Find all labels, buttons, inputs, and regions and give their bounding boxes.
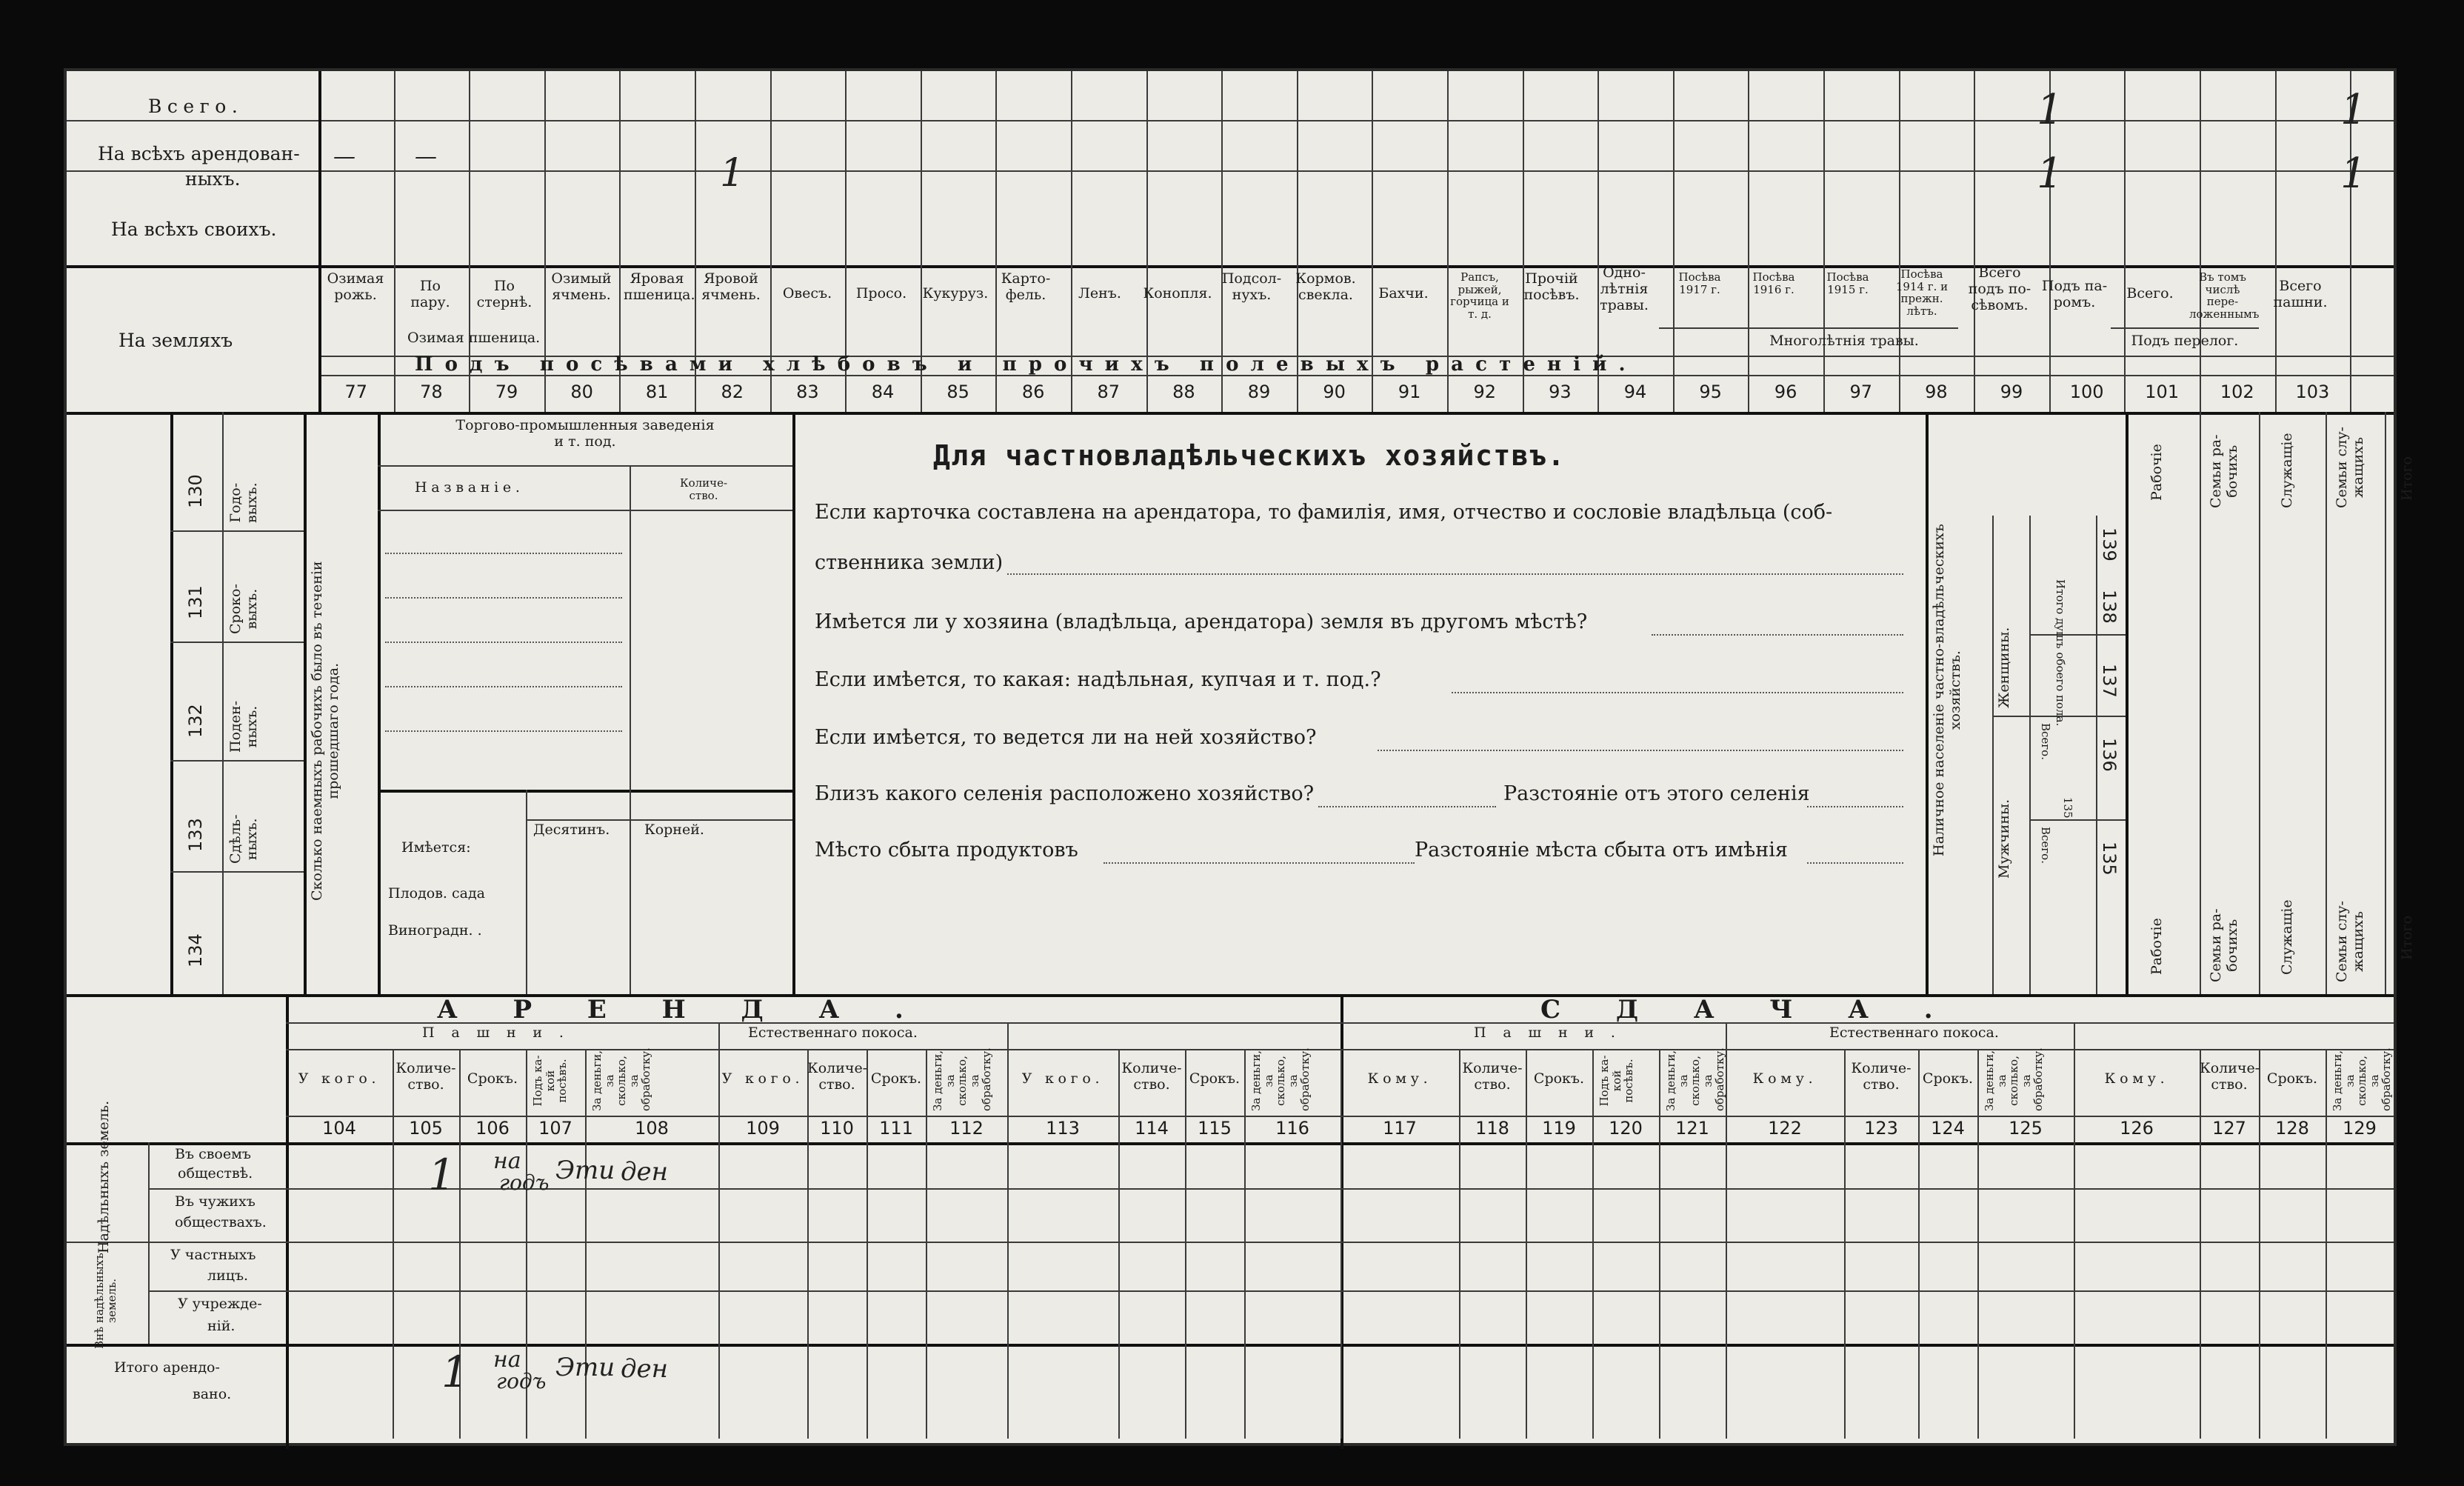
pop-num-139: 139 <box>2099 527 2120 562</box>
top-column-rule <box>2275 71 2277 412</box>
rule <box>2029 819 2126 821</box>
crop-winter-rye: Озимая рожь. <box>327 270 384 303</box>
answer-line[interactable] <box>1652 634 1903 636</box>
bottom-column-number: 104 <box>322 1118 356 1139</box>
answer-line[interactable] <box>1807 862 1903 864</box>
top-column-rule <box>1673 71 1675 412</box>
fallow-shifting: Въ томъ числѣ пере-ложеннымъ <box>2189 270 2260 321</box>
rule <box>170 530 304 532</box>
rule <box>2029 634 2126 636</box>
top-column-number: 79 <box>495 382 518 402</box>
rule <box>792 412 795 994</box>
crop-hemp: Конопля. <box>1143 285 1212 301</box>
rule <box>378 510 792 511</box>
question-village-distance: Разстояніе отъ этого селенія <box>1503 782 1810 805</box>
rule <box>286 994 289 1449</box>
bottom-column-number: 111 <box>879 1118 913 1139</box>
hand-pay-row1: ден <box>621 1157 669 1187</box>
bottom-column-header: У кого. <box>721 1070 804 1087</box>
hand-crop-row1: Эти <box>555 1156 615 1185</box>
bottom-column-rule <box>1185 1049 1186 1439</box>
answer-line[interactable] <box>1452 692 1903 693</box>
top-column-number: 88 <box>1172 382 1195 402</box>
top-column-number: 100 <box>2069 382 2104 402</box>
top-column-rule <box>1748 71 1749 412</box>
bottom-column-header: Срокъ. <box>1189 1070 1241 1087</box>
bottom-column-rule <box>1007 1049 1009 1439</box>
fallow-total: Всего. <box>2126 285 2174 301</box>
total-sown: Всего подъ по- сѣвомъ. <box>1968 264 2031 313</box>
bottom-column-header: За деньги, за сколько, за обработку. <box>1664 1047 1726 1111</box>
row-label-on-lands: На земляхъ <box>118 330 233 351</box>
bottom-column-header: Срокъ. <box>870 1070 922 1087</box>
rule <box>67 1142 2394 1145</box>
rule <box>67 412 2394 415</box>
row-total-rented: Итого арендо- <box>114 1359 220 1376</box>
rule <box>2111 327 2259 329</box>
bottom-column-header: Количе- ство. <box>1121 1060 1182 1093</box>
bottom-column-header: Срокъ. <box>1533 1070 1585 1087</box>
crop-annual-grass: Одно- лѣтнія травы. <box>1600 264 1649 313</box>
row-label-rented: На всѣхъ арендован- <box>98 143 300 164</box>
bottom-column-rule <box>926 1049 927 1439</box>
hand-mark-spring-wheat: 1 <box>720 151 745 196</box>
answer-line[interactable] <box>1378 750 1903 751</box>
crop-melons: Бахчи. <box>1378 285 1429 301</box>
worker-families-col: Семьи ра- бочихъ <box>2208 434 2240 508</box>
bottom-column-number: 120 <box>1609 1118 1643 1139</box>
top-column-number: 97 <box>1849 382 1873 402</box>
bottom-column-header: Количе- ство. <box>1851 1060 1912 1093</box>
rule <box>2326 412 2327 994</box>
row-label-own: На всѣхъ своихъ. <box>111 219 277 240</box>
rule <box>170 760 304 762</box>
crop-spring-wheat: Яровая пшеница. <box>624 270 695 303</box>
perennial-grass-group: Многолѣтнія травы. <box>1769 333 1919 349</box>
bottom-column-header: За деньги, за сколько, за обработку. <box>1249 1047 1312 1111</box>
crop-other: Прочій посѣвъ. <box>1523 270 1580 303</box>
crop-perennial-1915: Посѣва 1915 г. <box>1826 270 1869 296</box>
col-num-133: 133 <box>185 818 206 852</box>
employee-families-col-bottom: Семьи слу- жащихъ <box>2334 901 2366 982</box>
men-total: Всего. <box>2039 827 2052 864</box>
row-private-persons-2: лицъ. <box>207 1267 249 1284</box>
top-column-rule <box>1899 71 1900 412</box>
employees-col: Служащіе <box>2279 433 2295 508</box>
bottom-column-number: 124 <box>1931 1118 1965 1139</box>
bottom-column-header: Кому. <box>1367 1070 1432 1087</box>
has-label: Имѣется: <box>401 839 471 856</box>
crop-perennial-1917: Посѣва 1917 г. <box>1678 270 1721 296</box>
row-institutions-2: ній. <box>207 1318 236 1334</box>
top-column-number: 101 <box>2145 382 2180 402</box>
bottom-column-number: 121 <box>1675 1118 1709 1139</box>
workers-col-bottom: Рабочіе <box>2149 918 2165 975</box>
bottom-column-header: Подъ ка-кой посѣвъ. <box>1597 1055 1635 1107</box>
crop-perennial-1914: Посѣва 1914 г. и прежн. лѣтъ. <box>1895 267 1949 318</box>
bottom-column-number: 110 <box>820 1118 854 1139</box>
bottom-column-rule <box>1592 1049 1594 1439</box>
rule <box>170 412 173 994</box>
bottom-column-rule <box>1918 1049 1920 1439</box>
bottom-column-rule <box>1977 1049 1979 1439</box>
rule <box>1659 327 1958 329</box>
bottom-column-header: Количе- ство. <box>807 1060 868 1093</box>
rule <box>2029 516 2031 994</box>
top-column-rule <box>394 71 395 412</box>
bottom-column-header: У кого. <box>298 1070 381 1087</box>
bottom-column-header: Количе- ство. <box>395 1060 456 1093</box>
bottom-column-number: 128 <box>2275 1118 2309 1139</box>
orchards-label: Плодов. сада <box>388 885 485 902</box>
answer-line[interactable] <box>1807 806 1903 807</box>
col-piecework: Сдѣль- ныхъ. <box>227 814 260 864</box>
bottom-column-rule <box>1659 1049 1660 1439</box>
arenda-heading: АРЕНДА. <box>437 995 959 1024</box>
crop-wheat-fallow: По пару. <box>410 278 450 310</box>
bottom-column-rule <box>1459 1049 1460 1439</box>
crop-winter-barley: Озимый ячмень. <box>551 270 612 303</box>
pop-num-138: 138 <box>2099 590 2120 624</box>
bottom-column-rule <box>867 1049 868 1439</box>
bottom-column-rule <box>718 1049 720 1439</box>
hand-mark-total-sown: 1 <box>2037 86 2063 134</box>
rule <box>67 994 2394 997</box>
question-market: Мѣсто сбыта продуктовъ <box>815 839 1078 862</box>
total-col-bottom: Итого <box>2399 916 2415 960</box>
employees-col-bottom: Служащіе <box>2279 899 2295 975</box>
bottom-column-number: 125 <box>2009 1118 2043 1139</box>
crops-banner: Подъ посѣвами хлѣбовъ и прочихъ полевыхъ растеній. <box>415 353 1637 376</box>
bottom-column-header: За деньги, за сколько, за обработку. <box>1983 1047 2045 1111</box>
worker-families-col-bottom: Семьи ра- бочихъ <box>2208 908 2240 982</box>
rule <box>2126 412 2129 994</box>
non-allotment-lands-group: Внѣ надѣльныхъ земель. <box>93 1253 118 1349</box>
bottom-column-header: Срокъ. <box>1922 1070 1974 1087</box>
top-column-number: 78 <box>420 382 443 402</box>
hand-qty-total: 1 <box>441 1347 469 1397</box>
rule <box>318 71 321 412</box>
fallow: Подъ па- ромъ. <box>2041 278 2108 310</box>
blank-line <box>385 686 622 687</box>
hand-term-total-2: годъ <box>496 1369 547 1393</box>
rule <box>2259 412 2260 994</box>
col-num-132: 132 <box>185 704 206 738</box>
top-column-number: 103 <box>2295 382 2330 402</box>
rule <box>148 1142 150 1344</box>
desyatin-col: Десятинъ. <box>533 822 610 838</box>
total-souls-label: Итого душъ обоего пола. <box>2054 579 2067 727</box>
rule <box>67 1344 2394 1347</box>
crop-winter-wheat: Озимая пшеница. <box>407 330 541 346</box>
bottom-column-number: 108 <box>635 1118 669 1139</box>
bottom-column-number: 112 <box>949 1118 984 1139</box>
rule <box>2385 412 2386 994</box>
private-farms-title: Для частновладѣльческихъ хозяйствъ. <box>933 439 1566 472</box>
row-label-total: Всего. <box>148 96 244 117</box>
top-column-number: 89 <box>1247 382 1271 402</box>
top-column-number: 92 <box>1473 382 1497 402</box>
col-num-134: 134 <box>185 933 206 967</box>
bottom-column-number: 127 <box>2212 1118 2246 1139</box>
hired-workers-label: Сколько наемныхъ рабочихъ было въ теченіи прошедшаго года. <box>309 561 341 901</box>
row-total-rented-2: вано. <box>193 1386 232 1402</box>
bottom-column-number: 107 <box>538 1118 572 1139</box>
census-form-sheet <box>64 68 2415 1446</box>
women-total: Всего. <box>2039 723 2052 760</box>
top-column-rule <box>2124 71 2126 412</box>
rule <box>148 1290 2394 1292</box>
bottom-column-rule <box>807 1049 809 1439</box>
top-column-number: 98 <box>1925 382 1948 402</box>
top-column-number: 90 <box>1323 382 1346 402</box>
bottom-column-number: 105 <box>409 1118 443 1139</box>
top-column-number: 86 <box>1021 382 1045 402</box>
bottom-column-number: 123 <box>1864 1118 1898 1139</box>
rule <box>630 465 631 791</box>
question-farming: Если имѣется, то ведется ли на ней хозяйство? <box>815 726 1317 749</box>
trade-header: Торгово-промышленныя заведенія и т. под. <box>455 417 715 450</box>
bottom-column-header: Количе- ство. <box>2200 1060 2260 1093</box>
crop-spring-barley: Яровой ячмень. <box>701 270 761 303</box>
top-column-number: 102 <box>2220 382 2254 402</box>
rule <box>67 265 2394 268</box>
bottom-column-header: У кого. <box>1021 1070 1104 1087</box>
bottom-column-header: Срокъ. <box>467 1070 518 1087</box>
hand-term-row1-2: годъ <box>499 1170 550 1195</box>
population-label: Наличное населеніе частно-владѣльческихъ хозяйствъ. <box>1931 524 1963 856</box>
top-column-number: 82 <box>721 382 744 402</box>
hand-term-total: на <box>493 1347 521 1373</box>
crop-sunflower: Подсол- нухъ. <box>1221 270 1282 303</box>
top-column-number: 81 <box>645 382 669 402</box>
women-label: Женщины. <box>1996 627 2012 708</box>
bottom-column-rule <box>2326 1049 2327 1439</box>
bottom-column-header: Подъ ка-кой посѣвъ. <box>531 1055 569 1107</box>
rule <box>67 1242 2394 1243</box>
col-annual: Годо- выхъ. <box>227 482 260 523</box>
bottom-column-rule <box>1340 1049 1342 1439</box>
rule <box>378 465 792 467</box>
bottom-column-header: Срокъ. <box>2266 1070 2318 1087</box>
row-other-communities-2: обществахъ. <box>175 1214 267 1230</box>
bottom-column-number: 129 <box>2343 1118 2377 1139</box>
bottom-column-rule <box>2074 1049 2075 1439</box>
hand-qty-row1: 1 <box>428 1150 455 1200</box>
blank-line <box>385 730 622 732</box>
pop-num-136: 136 <box>2099 738 2120 772</box>
bottom-column-header: За деньги, за сколько, за обработку. <box>2331 1047 2393 1111</box>
hand-dash-1: — <box>333 144 355 170</box>
crop-potato: Карто- фель. <box>1001 270 1051 303</box>
rule <box>222 412 224 994</box>
question-land-type: Если имѣется, то какая: надѣльная, купчая и т. под.? <box>815 668 1381 691</box>
pop-num-137: 137 <box>2099 664 2120 698</box>
top-column-number: 91 <box>1398 382 1421 402</box>
hand-term-row1: на <box>493 1148 521 1174</box>
top-column-number: 94 <box>1623 382 1647 402</box>
rule <box>378 790 792 793</box>
question-other-land: Имѣется ли у хозяина (владѣльца, арендатора) земля въ другомъ мѣстѣ? <box>815 610 1588 633</box>
bottom-column-rule <box>2200 1049 2201 1439</box>
top-column-rule <box>1974 71 1975 412</box>
bottom-column-number: 122 <box>1768 1118 1802 1139</box>
bottom-column-rule <box>1526 1049 1527 1439</box>
bottom-column-number: 109 <box>746 1118 780 1139</box>
arable-total: Всего пашни. <box>2273 278 2328 310</box>
rule <box>378 412 381 994</box>
sdacha-hayfield: Естественнаго покоса. <box>1829 1024 1999 1041</box>
bottom-column-number: 106 <box>475 1118 510 1139</box>
top-column-rule <box>2200 71 2201 412</box>
col-daily: Поден- ныхъ. <box>227 700 260 753</box>
row-label-rented-2: ныхъ. <box>185 168 241 190</box>
crop-wheat-stubble: По стернѣ. <box>476 278 532 310</box>
top-column-number: 93 <box>1549 382 1572 402</box>
bottom-column-number: 119 <box>1542 1118 1576 1139</box>
top-column-rule <box>1823 71 1825 412</box>
col-num-131: 131 <box>185 585 206 619</box>
hand-crop-total: Эти <box>555 1353 615 1382</box>
blank-line <box>385 642 622 643</box>
bottom-column-number: 118 <box>1475 1118 1509 1139</box>
question-owner: Если карточка составлена на арендатора, то фамилія, имя, отчество и сословіе владѣльца (соб- <box>815 501 1833 524</box>
top-column-number: 77 <box>344 382 368 402</box>
question-village: Близъ какого селенія расположено хозяйство? <box>815 782 1315 805</box>
top-column-number: 85 <box>946 382 969 402</box>
top-column-number: 96 <box>1774 382 1797 402</box>
rule <box>1926 412 1929 994</box>
bottom-column-header: За деньги, за сколько, за обработку. <box>931 1047 993 1111</box>
blank-line <box>385 597 622 599</box>
col-num-130: 130 <box>185 474 206 508</box>
bottom-column-number: 126 <box>2120 1118 2154 1139</box>
hand-mark-rented-sown: 1 <box>2037 150 2063 198</box>
row-private-persons: У частныхъ <box>170 1247 256 1263</box>
rule <box>170 871 304 873</box>
top-column-number: 84 <box>871 382 895 402</box>
korney-col: Корней. <box>644 822 704 838</box>
bottom-column-number: 116 <box>1275 1118 1309 1139</box>
rule <box>2096 516 2097 994</box>
workers-col: Рабочіе <box>2149 444 2165 501</box>
bottom-column-rule <box>393 1049 394 1439</box>
row-institutions: У учрежде- <box>178 1296 262 1312</box>
arenda-hayfield: Естественнаго покоса. <box>748 1024 918 1041</box>
crop-corn: Кукуруз. <box>922 285 989 301</box>
crop-rapeseed: Рапсъ, рыжей, горчица и т. д. <box>1450 270 1509 321</box>
row-own-community: Въ своемъ <box>175 1146 251 1162</box>
question-owner-2: ственника земли) <box>815 551 1004 574</box>
bottom-column-number: 114 <box>1135 1118 1169 1139</box>
bottom-column-header: Кому. <box>2104 1070 2169 1087</box>
bottom-column-header: Количе- ство. <box>1462 1060 1523 1093</box>
row-own-community-2: обществѣ. <box>178 1165 253 1182</box>
bottom-column-number: 113 <box>1046 1118 1080 1139</box>
rule <box>286 1116 2394 1117</box>
bottom-column-rule <box>1118 1049 1120 1439</box>
crop-flax: Ленъ. <box>1078 285 1121 301</box>
rule <box>1992 516 1994 994</box>
answer-line[interactable] <box>1104 862 1415 864</box>
bottom-column-number: 117 <box>1383 1118 1417 1139</box>
total-col: Итого <box>2399 456 2415 501</box>
bottom-column-header: За деньги, за сколько, за обработку. <box>590 1047 652 1111</box>
top-column-number: 95 <box>1699 382 1722 402</box>
trade-name-col: Названіе. <box>415 479 524 496</box>
vineyards-label: Виноградн. . <box>388 922 482 939</box>
bottom-column-rule <box>1244 1049 1246 1439</box>
allotment-lands-group: Надѣльныхъ земель. <box>96 1100 112 1253</box>
top-column-number: 99 <box>2000 382 2023 402</box>
hand-mark-rented-arable: 1 <box>2340 150 2367 198</box>
sdacha-arable: Пашни. <box>1474 1024 1632 1041</box>
answer-line[interactable] <box>1318 806 1496 807</box>
hand-mark-total-arable: 1 <box>2340 86 2367 134</box>
row-other-communities: Въ чужихъ <box>175 1193 256 1210</box>
answer-line[interactable] <box>1007 573 1903 575</box>
crop-fodder-beet: Кормов. свекла. <box>1295 270 1356 303</box>
sdacha-heading: СДАЧА. <box>1540 995 1989 1024</box>
rule <box>170 642 304 643</box>
rule <box>148 1188 2394 1190</box>
bottom-column-header: Кому. <box>1752 1070 1817 1087</box>
rule <box>304 412 307 994</box>
pop-num-135-label: 135 <box>2099 842 2120 876</box>
blank-line <box>385 553 622 554</box>
trade-qty-col: Количе- ство. <box>679 476 728 502</box>
under-fallow-group: Подъ перелог. <box>2131 333 2239 349</box>
top-column-number: 80 <box>570 382 593 402</box>
bottom-column-rule <box>2259 1049 2260 1439</box>
crop-perennial-1916: Посѣва 1916 г. <box>1752 270 1795 296</box>
bottom-column-number: 115 <box>1198 1118 1232 1139</box>
employee-families-col: Семьи слу- жащихъ <box>2334 427 2366 508</box>
crop-oats: Овесъ. <box>782 285 832 301</box>
arenda-arable: Пашни. <box>422 1024 581 1041</box>
hand-dash-2: — <box>415 144 437 170</box>
question-market-distance: Разстояніе мѣста сбыта отъ имѣнія <box>1415 839 1788 862</box>
top-column-number: 87 <box>1097 382 1121 402</box>
top-column-number: 83 <box>796 382 819 402</box>
rule <box>526 819 792 821</box>
pop-num-135: 135 <box>2061 797 2074 819</box>
rule <box>2200 412 2201 994</box>
men-label: Мужчины. <box>1996 799 2012 879</box>
bottom-column-rule <box>1844 1049 1846 1439</box>
crop-millet: Просо. <box>855 285 907 301</box>
col-term: Сроко- выхъ. <box>227 584 260 634</box>
hand-pay-total: ден <box>621 1354 669 1384</box>
